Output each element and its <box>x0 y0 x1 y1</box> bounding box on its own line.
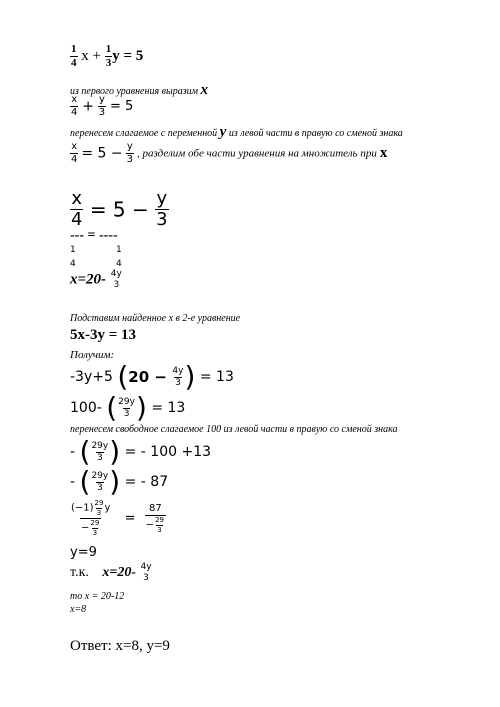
frac-1-3: $\frac{1}{3}$ <box>105 43 112 69</box>
x-result: x=20- 4y 3 <box>70 269 122 290</box>
note-get: Получим: <box>70 349 115 361</box>
line-neg-29y-3-b: - ( $\frac{29y}{3}$ ) = - 87 <box>70 465 169 498</box>
frac-1-4: $\frac{1}{4}$ <box>71 43 77 69</box>
step-x4-y3: $\frac{x}{4}$ + $\frac{y}{3}$ = 5 <box>71 94 134 118</box>
dashes-line: --- = ---- <box>70 228 118 243</box>
system-eq1: $\frac{1}{4}$ x + $\frac{1}{3}$ y = 5 <box>71 43 144 69</box>
system-eq2: 5x-3y = 13 <box>70 327 137 343</box>
line-100-minus: 100- ( $\frac{29y}{3}$ ) = 13 <box>70 391 186 424</box>
line-neg-29y-3-a: - ( $\frac{29y}{3}$ ) = - 100 +13 <box>70 435 212 468</box>
frac-left: (−1) $\frac{29}{3}$ y − $\frac{29}{3}$ <box>71 499 111 537</box>
line-tk: т.к. x=20- 4y 3 <box>70 562 152 583</box>
answer: Ответ: x=8, y=9 <box>70 638 170 654</box>
big-equation: $\frac{x}{4}$ = 5 − $\frac{y}{3}$ <box>71 188 168 230</box>
line-to: то x = 20-12 <box>70 591 125 602</box>
note-move-100: перенесем свободное слагаемое 100 из левой части в правую со сменой знака <box>70 424 398 435</box>
note-substitute: Подставим найденное x в 2-е уравнение <box>70 313 241 324</box>
note-move-y: перенесем слагаемое с переменной y из левой части в правую со сменой знака <box>70 124 403 140</box>
y-result: y=9 <box>70 545 97 560</box>
line-divide: (−1) $\frac{29}{3}$ y − $\frac{29}{3}$ = 87 − $\frac{29}{3}$ <box>71 499 164 537</box>
line-substituted: -3y+5 (20 − $\frac{4y}{3}$ ) = 13 <box>70 360 234 393</box>
under-values: 1 4 <box>70 245 76 269</box>
step-x4-eq-5-minus-y3: $\frac{x}{4}$ = 5 − $\frac{y}{3}$ , разделим обе части уравнения на множитель при x <box>71 141 388 165</box>
note-express-x: из первого уравнения выразим x <box>70 82 209 98</box>
frac-right: 87 − $\frac{29}{3}$ <box>145 502 164 534</box>
under-values-2: 1 4 <box>116 245 122 269</box>
x-final: x=8 <box>70 604 87 615</box>
